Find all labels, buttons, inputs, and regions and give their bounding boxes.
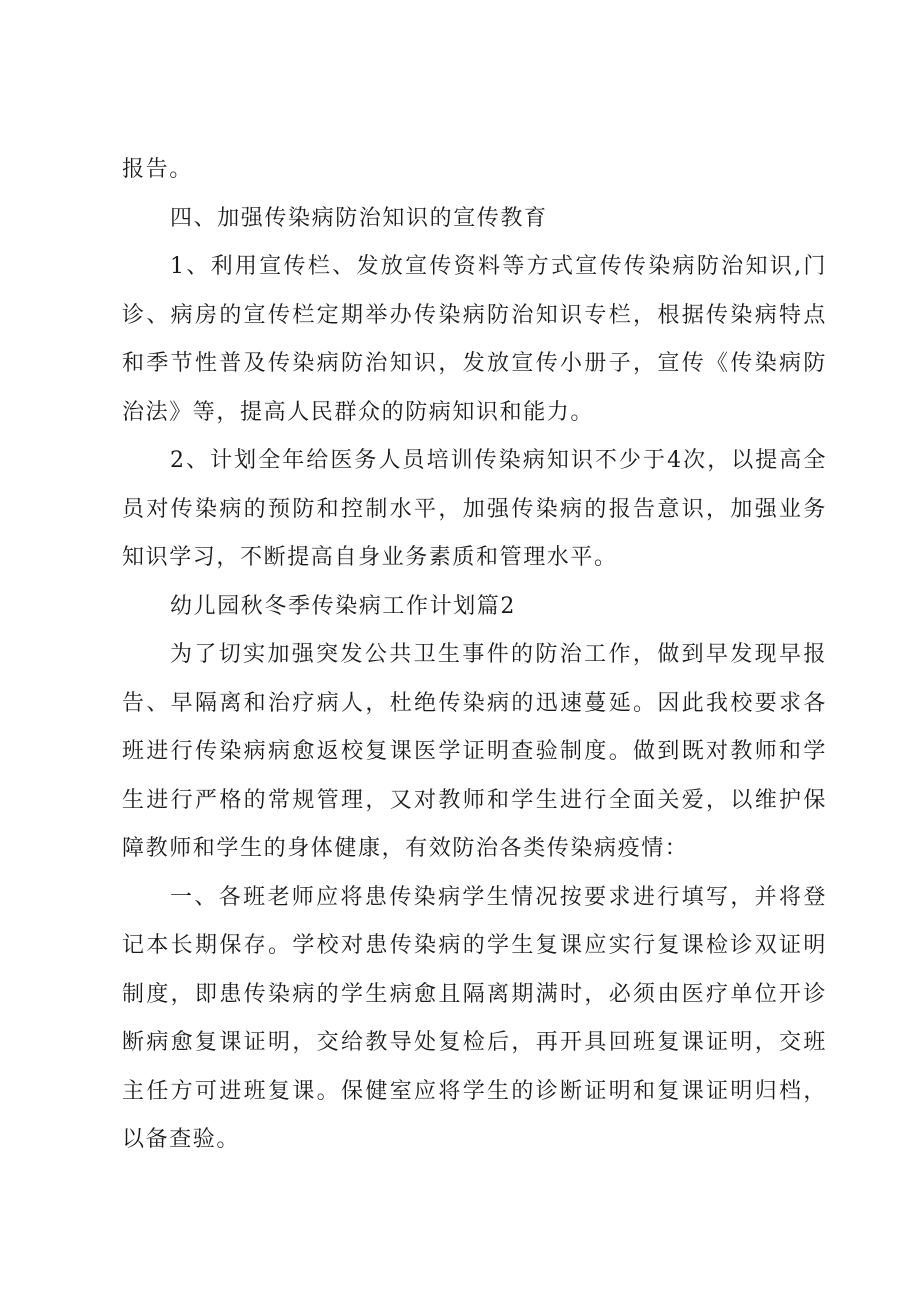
article-title-part-2: 幼儿园秋冬季传染病工作计划篇2 — [170, 593, 516, 619]
paragraph-item-1: 1、利用宣传栏、发放宣传资料等方式宣传传染病防治知识,门诊、病房的宣传栏定期举办传染病防治知识专栏，根据传染病特点和季节性普及传染病防治知识，发放宣传小册子，宣传《传染病防治法》等，提高人民群众的防病知识和能力。 — [122, 254, 827, 425]
section-heading-four: 四、加强传染病防治知识的宣传教育 — [170, 205, 548, 231]
paragraph-intro: 为了切实加强突发公共卫生事件的防治工作，做到早发现早报告、早隔离和治疗病人，杜绝传染病的迅速蔓延。因此我校要求各班进行传染病病愈返校复课医学证明查验制度。做到既对教师和学生进行严格的常规管理，又对教师和学生进行全面关爱，以维护保障教师和学生的身体健康，有效防治各类传染病疫情： — [122, 642, 827, 861]
paragraph-item-2: 2、计划全年给医务人员培训传染病知识不少于4次，以提高全员对传染病的预防和控制水平，加强传染病的报告意识，加强业务知识学习，不断提高自身业务素质和管理水平。 — [122, 448, 827, 570]
paragraph-section-one: 一、各班老师应将患传染病学生情况按要求进行填写，并将登记本长期保存。学校对患传染病的学生复课应实行复课检诊双证明制度，即患传染病的学生病愈且隔离期满时，必须由医疗单位开诊断病愈复课证明，交给教导处复检后，再开具回班复课证明，交班主任方可进班复课。保健室应将学生的诊断证明和复课证明归档，以备查验。 — [122, 884, 827, 1152]
paragraph-report-end: 报告。 — [122, 157, 193, 182]
document-body — [122, 146, 827, 1165]
